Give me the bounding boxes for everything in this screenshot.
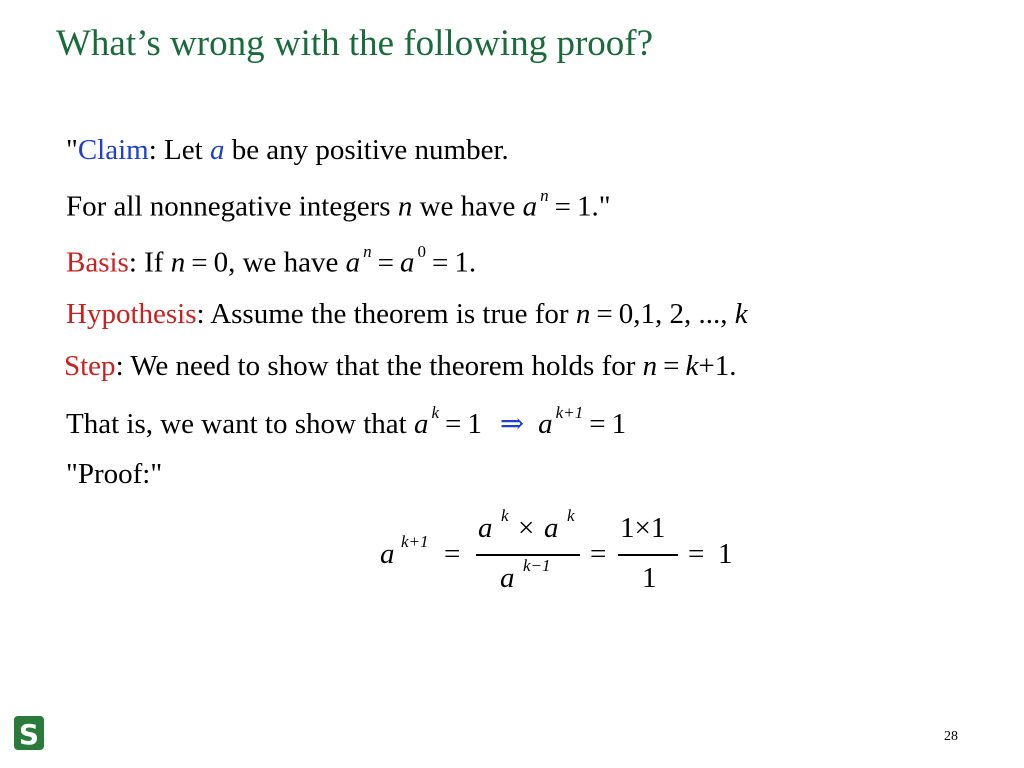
step-plus: +1. <box>698 350 737 382</box>
basis-text-b: we have <box>235 246 346 279</box>
want-one: 1 <box>467 408 482 440</box>
claim-line-2 <box>66 186 611 224</box>
quote-open: " <box>66 134 78 166</box>
equals-sign: = <box>445 408 462 440</box>
step-line <box>64 350 736 383</box>
svg-text:S: S <box>18 718 40 750</box>
step-label: Step <box>64 350 116 382</box>
claim2-text-b: we have <box>412 190 523 223</box>
var-k: k <box>685 350 699 382</box>
equals-sign: = <box>590 538 607 570</box>
claim2-rhs: 1." <box>576 190 611 223</box>
var-n: n <box>170 246 186 279</box>
equals-sign: = <box>589 408 606 440</box>
lhs-sup: k+1 <box>401 532 429 551</box>
hypothesis-line <box>66 298 748 331</box>
hypothesis-vals: 0,1, 2, ..., <box>618 298 735 330</box>
equals-sign: = <box>432 246 449 279</box>
basis-line <box>66 242 477 280</box>
basis-rhs: 1. <box>454 246 477 279</box>
step-text: : We need to show that the theorem holds for <box>115 350 643 382</box>
var-n: n <box>642 350 658 382</box>
sup-n: n <box>540 186 549 205</box>
proof-label: "Proof:" <box>66 458 163 490</box>
equals-sign: = <box>688 538 705 570</box>
page-number: 28 <box>944 729 958 744</box>
times-sign: × <box>518 512 535 544</box>
basis-label: Basis <box>66 246 129 279</box>
equals-sign: = <box>554 190 571 223</box>
want-text: That is, we want to show that <box>66 408 414 440</box>
var-a: a <box>538 408 553 440</box>
denominator-sup: k−1 <box>523 556 551 575</box>
equals-sign: = <box>663 350 680 382</box>
basis-val: 0, <box>213 246 236 279</box>
claim-line <box>66 134 509 167</box>
spartan-s-logo-icon <box>14 716 44 750</box>
numerator-sup2: k <box>567 506 575 525</box>
var-n: n <box>575 298 591 330</box>
rhs-value: 1 <box>718 538 733 570</box>
hypothesis-text: : Assume the theorem is true for <box>196 298 576 330</box>
equals-sign: = <box>596 298 613 330</box>
denominator-a: a <box>500 562 515 594</box>
want-one-2: 1 <box>611 408 627 440</box>
equals-sign: = <box>377 246 394 279</box>
claim-text-b: be any positive number. <box>224 134 509 166</box>
university-logo <box>14 716 44 750</box>
var-n: n <box>397 190 413 223</box>
var-a: a <box>400 246 415 279</box>
var-a: a <box>413 408 429 440</box>
var-k: k <box>734 298 748 330</box>
numerator-a1: a <box>478 512 493 544</box>
sup-k: k <box>431 403 439 423</box>
numerator-sup1: k <box>501 506 509 525</box>
basis-text-a: : If <box>128 246 171 279</box>
fraction-bar <box>618 554 678 556</box>
sup-n: n <box>363 242 372 261</box>
implies-arrow-icon: ⇒ <box>499 408 525 440</box>
claim-label: Claim <box>77 134 149 166</box>
sup-0: 0 <box>417 242 426 261</box>
hypothesis-label: Hypothesis <box>66 298 197 330</box>
claim-text-a: : Let <box>148 134 210 166</box>
lhs-var: a <box>380 538 395 570</box>
equals-sign: = <box>444 538 461 570</box>
equals-sign: = <box>191 246 208 279</box>
numerator-a2: a <box>544 512 559 544</box>
slide-title: What’s wrong with the following proof? <box>56 23 654 64</box>
claim2-text: For all nonnegative integers <box>66 190 398 223</box>
var-a: a <box>209 134 225 166</box>
numerator-1x1: 1×1 <box>620 512 666 544</box>
want-line <box>66 403 627 441</box>
denominator-1: 1 <box>642 562 657 594</box>
sup-k-plus-1: k+1 <box>555 403 584 423</box>
var-a: a <box>345 246 361 279</box>
var-a: a <box>522 190 538 223</box>
proof-equation <box>380 506 760 600</box>
